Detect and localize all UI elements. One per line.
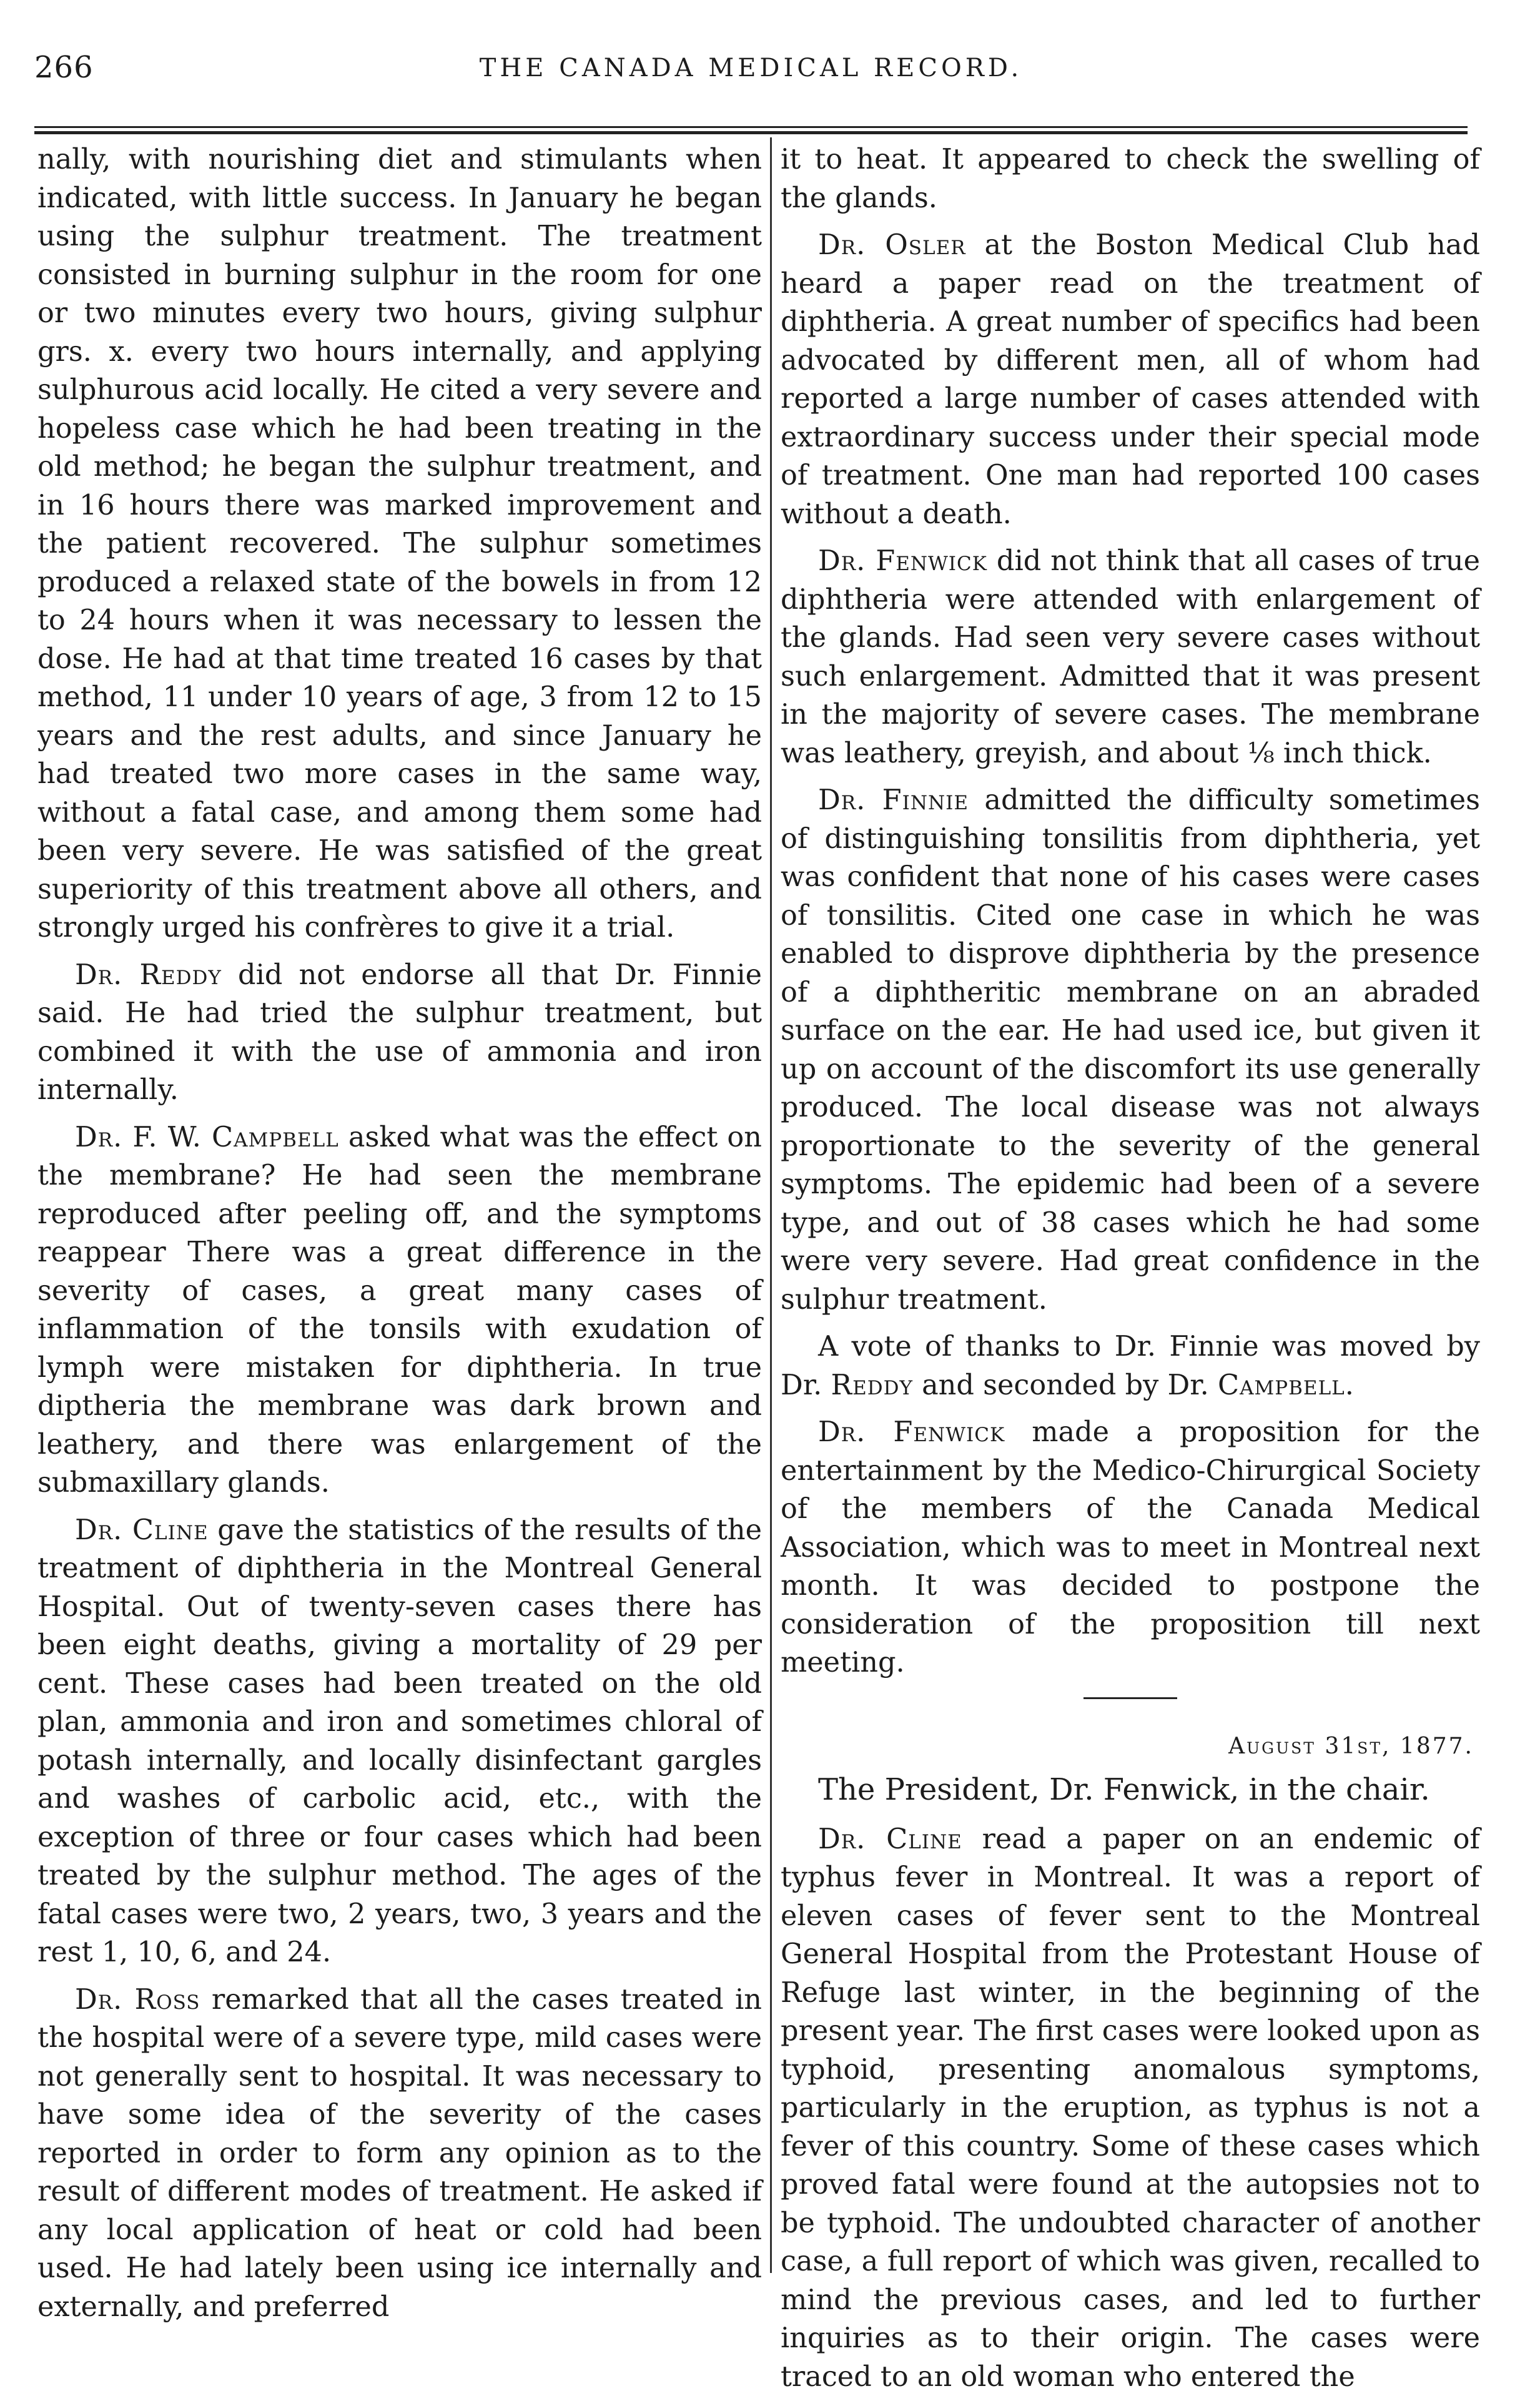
header-rule-thin — [34, 126, 1468, 128]
paragraph-text: admitted the difficulty sometimes of distinguishing tonsilitis from diphtheria, yet was confident that none of his cases were cases of tonsilitis. Cited one case in which he was enabled to disprove diphtheria by the presence of a diphtheritic membrane on an abraded surface on the ear. He had used ice, but given it up on account of the discomfort its use generally produced. The local disease was not always proportionate to the severity of the general symptoms. The epidemic had been of a severe type, and out of 38 cases which he had some were very severe. Had great confidence in the sulphur treatment. — [781, 784, 1480, 1316]
speaker-name: Dr. Cline — [818, 1823, 962, 1855]
paragraph-fenwick — [781, 542, 1480, 772]
meeting-date: August 31st, 1877. — [781, 1729, 1474, 1764]
left-column — [37, 141, 762, 2276]
right-column — [781, 141, 1480, 2276]
paragraph-reddy — [37, 956, 762, 1110]
paragraph-ross-continued: it to heat. It appeared to check the swelling of the glands. — [781, 141, 1480, 217]
speaker-name: Dr. Osler — [818, 229, 966, 261]
paragraph-text: read a paper on an endemic of typhus fever in Montreal. It was a report of eleven cases of fever sent to the Montreal General Hospital from the Protestant House of Refuge last winter, in the beginning of the present year. The first cases were looked upon as typhoid, presenting anomalous symptoms, particularly in the eruption, as typhus is not a fever of this country. Some of these cases which proved fatal were found at the autopsies not to be typhoid. The undoubted character of another case, a full report of which was given, recalled to mind the previous cases, and led to further inquiries as to their origin. The cases were traced to an old woman who entered the — [781, 1823, 1480, 2393]
speaker-name: Dr. Reddy — [75, 959, 222, 991]
paragraph-cline — [37, 1511, 762, 1972]
speaker-name: Dr. Fenwick — [818, 545, 987, 577]
speaker-name: Reddy — [831, 1369, 913, 1401]
paragraph-text: gave the statistics of the results of the treatment of diphtheria in the Montreal General Hospital. Out of twenty-seven cases there has been eight deaths, giving a mortality of 29 per cent. These cases had been treated on the old plan, ammonia and iron and sometimes chloral of potash internally, and locally disinfectant gargles and washes of carbolic acid, etc., with the exception of three or four cases which had been treated by the sulphur method. The ages of the fatal cases were two, 2 years, two, 3 years and the rest 1, 10, 6, and 24. — [37, 1514, 762, 1969]
page-number: 266 — [34, 50, 94, 85]
paragraph-text: did not think that all cases of true diphtheria were attended with enlargement of the glands. Had seen very severe cases without such enlargement. Admitted that it was present in the majority of severe cases. The membrane was leathery, greyish, and about ⅛ inch thick. — [781, 545, 1480, 769]
paragraph-text: and seconded by Dr. — [913, 1369, 1218, 1401]
running-title: THE CANADA MEDICAL RECORD. — [34, 54, 1468, 82]
paragraph-finnie — [781, 781, 1480, 1319]
paragraph-campbell — [37, 1118, 762, 1502]
header-rule-thick — [34, 131, 1468, 134]
paragraph-text: did not endorse all that Dr. Finnie said. He had tried the sulphur treatment, but combined it with the use of ammonia and iron internally. — [37, 959, 762, 1107]
paragraph-text: remarked that all the cases treated in the hospital were of a severe type, mild cases were not generally sent to hospital. It was necessary to have some idea of the severity of the cases reported in order to form any opinion as to the result of different modes of treatment. He asked if any local application of heat or cold had been used. He had lately been using ice internally and externally, and preferred — [37, 1983, 762, 2323]
paragraph-vote-of-thanks — [781, 1328, 1480, 1404]
section-divider — [1083, 1697, 1177, 1699]
speaker-name: Campbell. — [1218, 1369, 1355, 1401]
paragraph-text: at the Boston Medical Club had heard a paper read on the treatment of diphtheria. A great number of specifics had been advocated by different men, all of whom had reported a large number of cases attended with extraordinary success under their special mode of treatment. One man had reported 100 cases without a death. — [781, 229, 1480, 530]
paragraph-text: made a proposition for the entertainment by the Medico-Chirurgical Society of the members of the Canada Medical Association, which was to meet in Montreal next month. It was decided to postpone the consideration of the proposition till next meeting. — [781, 1416, 1480, 1679]
page-header — [34, 50, 1468, 100]
paragraph-finnie-continued: nally, with nourishing diet and stimulants when indicated, with little success. In January he began using the sulphur treatment. The treatment consisted in burning sulphur in the room for one or two minutes every two hours, giving sulphur grs. x. every two hours internally, and applying sulphurous acid locally. He cited a very severe and hopeless case which he had been treating in the old method; he began the sulphur treatment, and in 16 hours there was marked improvement and the patient recovered. The sulphur sometimes produced a relaxed state of the bowels in from 12 to 24 hours when it was necessary to lessen the dose. He had at that time treated 16 cases by that method, 11 under 10 years of age, 3 from 12 to 15 years and the rest adults, and since January he had treated two more cases in the same way, without a fatal case, and among them some had been very severe. He was satisfied of the great superiority of this treatment above all others, and strongly urged his confrères to give it a trial. — [37, 141, 762, 947]
speaker-name: Dr. Cline — [75, 1514, 209, 1546]
paragraph-text: A vote of thanks to Dr. Finnie was moved by Dr. — [781, 1330, 1480, 1401]
speaker-name: Dr. Fenwick — [818, 1416, 1005, 1448]
paragraph-ross — [37, 1981, 762, 2327]
paragraph-text: asked what was the effect on the membrane? He had seen the membrane reproduced after peeling off, and the symptoms reappear There was a great difference in the severity of cases, a great many cases of inflammation of the tonsils with exudation of lymph were mistaken for diphtheria. In true diptheria the membrane was dark brown and leathery, and there was enlargement of the submaxillary glands. — [37, 1121, 762, 1499]
paragraph-fenwick-proposition — [781, 1413, 1480, 1682]
column-divider — [770, 137, 772, 2273]
paragraph-cline-typhus — [781, 1820, 1480, 2396]
speaker-name: Dr. Ross — [75, 1983, 200, 2016]
paragraph-osler — [781, 226, 1480, 533]
speaker-name: Dr. F. W. Campbell — [75, 1121, 339, 1153]
speaker-name: Dr. Finnie — [818, 784, 969, 816]
chair-statement: The President, Dr. Fenwick, in the chair. — [781, 1770, 1480, 1809]
